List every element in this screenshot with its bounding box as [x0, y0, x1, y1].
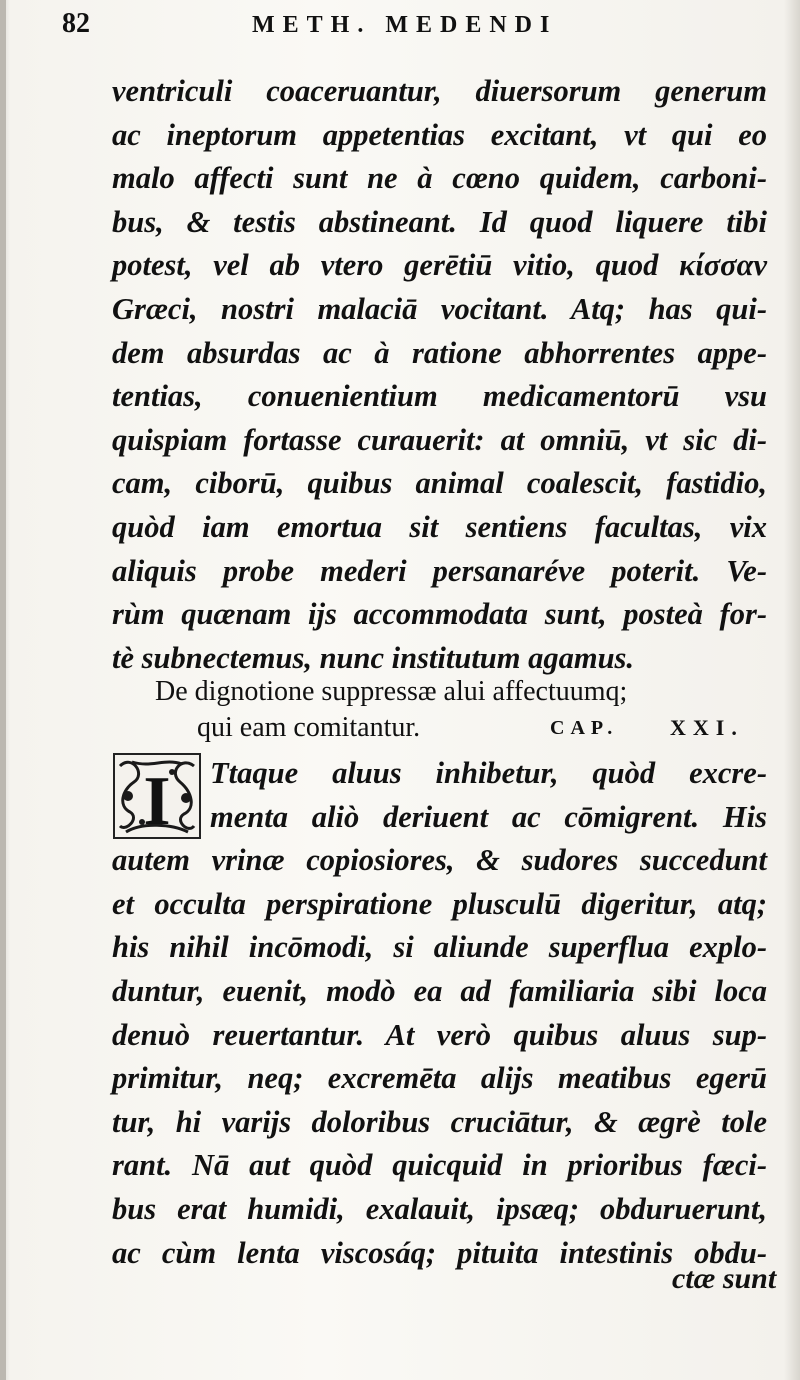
chapter-number: XXI.: [670, 715, 744, 740]
chapter-title-line-2-text: qui eam comitantur.: [197, 712, 421, 743]
text-line: primitur, neq; excremēta alijs meatibus egerū: [112, 1061, 767, 1096]
text-line: duntur, euenit, modò ea ad familiaria sibi loca: [112, 973, 767, 1008]
text-line: rùm quænam ijs accommodata sunt, posteà for-: [112, 597, 767, 632]
text-line: aliquis probe mederi persanaréve poterit. Ve-: [112, 553, 767, 588]
chapter-label: CAP.: [550, 717, 619, 739]
text-line: cam, ciborū, quibus animal coalescit, fastidio,: [112, 466, 767, 501]
text-line: Græci, nostri malaciā vocitant. Atq; has qui-: [112, 291, 767, 326]
page-gutter: [0, 0, 6, 1380]
text-line: ac cùm lenta viscosáq; pituita intestinis obdu-: [112, 1235, 767, 1270]
text-line: ac ineptorum appetentias excitant, vt qui eo: [112, 117, 767, 152]
text-line: potest, vel ab vtero gerētiū vitio, quod κίσσαν: [112, 248, 767, 283]
text-line: tè subnectemus, nunc institutum agamus.: [112, 640, 635, 675]
text-line: ventriculi coaceruantur, diuersorum generum: [112, 74, 767, 108]
text-line: bus erat humidi, exalauit, ipsæq; obduruerunt,: [112, 1191, 767, 1226]
chapter-title-line-2: [155, 710, 755, 746]
text-line: dem absurdas ac à ratione abhorrentes appe-: [112, 335, 767, 370]
text-line: quispiam fortasse curauerit: at omniū, vt sic di-: [112, 422, 767, 457]
text-line: denuò reuertantur. At verò quibus aluus sup-: [112, 1017, 767, 1052]
text-block-2: [112, 752, 767, 1275]
text-line: menta aliò deriuent ac cōmigrent. His: [210, 799, 767, 834]
text-line: bus, & testis abstineant. Id quod liquere tibi: [112, 204, 767, 239]
catchword: ctæ sunt: [672, 1262, 777, 1295]
text-line: Ttaque aluus inhibetur, quòd excre-: [210, 756, 767, 790]
initial-letter: I: [143, 763, 171, 840]
text-line: autem vrinæ copiosiores, & sudores succedunt: [112, 843, 767, 878]
chapter-title-line-1: De dignotione suppressæ alui affectuumq;: [155, 676, 628, 707]
page-header: [62, 8, 770, 48]
page-number: 82: [62, 8, 90, 39]
text-line: tentias, conuenientium medicamentorū vsu: [112, 379, 767, 414]
text-line: quòd iam emortua sit sentiens facultas, vix: [112, 509, 767, 544]
text-line: malo affecti sunt ne à cœno quidem, carboni-: [112, 161, 767, 196]
text-line: rant. Nā aut quòd quicquid in prioribus fæci-: [112, 1148, 767, 1183]
running-head: METH. MEDENDI: [252, 12, 558, 38]
text-line: et occulta perspiratione plusculū digeritur, atq;: [112, 886, 767, 921]
text-line: his nihil incōmodi, si aliunde superflua explo-: [112, 930, 767, 965]
text-line: tur, hi varijs doloribus cruciātur, & ægrè tole: [112, 1104, 767, 1139]
chapter-heading: [155, 674, 755, 746]
text-block-1: [112, 70, 767, 680]
